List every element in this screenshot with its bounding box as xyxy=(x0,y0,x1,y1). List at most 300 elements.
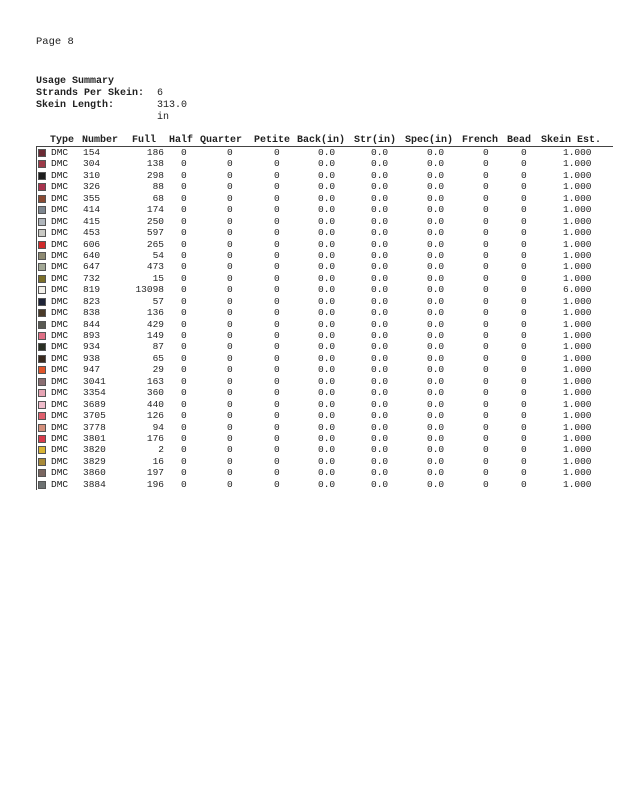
cell-quarter: 0 xyxy=(227,261,233,273)
cell-number: 453 xyxy=(83,227,101,239)
cell-bead: 0 xyxy=(521,330,527,341)
cell-type: DMC xyxy=(51,181,69,193)
cell-petite: 0 xyxy=(274,249,280,261)
cell-skein-est: 1.000 xyxy=(563,364,592,376)
cell-bead: 0 xyxy=(521,364,527,376)
cell-bead: 0 xyxy=(521,375,527,387)
cell-full: 149 xyxy=(146,330,164,341)
cell-back: 0.0 xyxy=(318,444,336,456)
cell-full: 87 xyxy=(152,341,164,353)
cell-str: 0.0 xyxy=(371,432,389,444)
table-row xyxy=(37,307,613,318)
cell-full: 16 xyxy=(152,455,164,467)
cell-skein-est: 1.000 xyxy=(563,318,592,330)
cell-number: 310 xyxy=(83,169,101,181)
color-swatch xyxy=(38,321,46,329)
cell-half: 0 xyxy=(181,432,187,444)
cell-type: DMC xyxy=(51,238,69,250)
cell-skein-est: 1.000 xyxy=(563,192,592,204)
cell-skein-est: 1.000 xyxy=(563,169,592,181)
color-swatch xyxy=(38,446,46,454)
cell-half: 0 xyxy=(181,272,187,284)
cell-type: DMC xyxy=(51,295,69,307)
cell-str: 0.0 xyxy=(371,284,389,296)
cell-full: 429 xyxy=(146,318,164,330)
cell-spec: 0.0 xyxy=(427,215,445,227)
table-row xyxy=(37,147,613,158)
cell-full: 54 xyxy=(152,249,164,261)
color-swatch xyxy=(38,275,46,283)
cell-number: 3689 xyxy=(83,398,106,410)
cell-bead: 0 xyxy=(521,467,527,479)
cell-bead: 0 xyxy=(521,307,527,319)
cell-quarter: 0 xyxy=(227,169,233,181)
header-type: Type xyxy=(50,135,75,146)
cell-petite: 0 xyxy=(274,227,280,239)
cell-back: 0.0 xyxy=(318,375,336,387)
cell-petite: 0 xyxy=(274,410,280,422)
cell-petite: 0 xyxy=(274,478,280,490)
table-row xyxy=(37,296,613,307)
cell-quarter: 0 xyxy=(227,330,233,341)
cell-spec: 0.0 xyxy=(427,467,445,479)
cell-back: 0.0 xyxy=(318,432,336,444)
header-full: Full xyxy=(132,135,157,146)
table-row xyxy=(37,181,613,192)
cell-french: 0 xyxy=(483,158,489,170)
header-quarter: Quarter xyxy=(200,135,243,146)
cell-type: DMC xyxy=(51,307,69,319)
cell-french: 0 xyxy=(483,238,489,250)
cell-skein-est: 1.000 xyxy=(563,147,592,158)
table-row xyxy=(37,216,613,227)
cell-str: 0.0 xyxy=(371,421,389,433)
cell-type: DMC xyxy=(51,375,69,387)
cell-skein-est: 1.000 xyxy=(563,455,592,467)
cell-bead: 0 xyxy=(521,272,527,284)
color-swatch xyxy=(38,218,46,226)
cell-petite: 0 xyxy=(274,169,280,181)
cell-str: 0.0 xyxy=(371,307,389,319)
cell-full: 298 xyxy=(146,169,164,181)
cell-type: DMC xyxy=(51,421,69,433)
cell-petite: 0 xyxy=(274,364,280,376)
header-half: Half xyxy=(169,135,194,146)
usage-table xyxy=(36,135,612,490)
cell-skein-est: 1.000 xyxy=(563,467,592,479)
cell-type: DMC xyxy=(51,467,69,479)
cell-french: 0 xyxy=(483,169,489,181)
cell-type: DMC xyxy=(51,272,69,284)
cell-petite: 0 xyxy=(274,444,280,456)
cell-french: 0 xyxy=(483,249,489,261)
cell-back: 0.0 xyxy=(318,295,336,307)
cell-bead: 0 xyxy=(521,147,527,158)
color-swatch xyxy=(38,172,46,180)
cell-number: 355 xyxy=(83,192,101,204)
cell-spec: 0.0 xyxy=(427,295,445,307)
cell-petite: 0 xyxy=(274,192,280,204)
cell-half: 0 xyxy=(181,204,187,216)
cell-full: 597 xyxy=(146,227,164,239)
color-swatch xyxy=(38,298,46,306)
cell-skein-est: 1.000 xyxy=(563,432,592,444)
cell-number: 3778 xyxy=(83,421,106,433)
cell-quarter: 0 xyxy=(227,158,233,170)
cell-quarter: 0 xyxy=(227,238,233,250)
cell-back: 0.0 xyxy=(318,467,336,479)
table-row xyxy=(37,456,613,467)
color-swatch xyxy=(38,229,46,237)
cell-type: DMC xyxy=(51,261,69,273)
cell-french: 0 xyxy=(483,227,489,239)
cell-bead: 0 xyxy=(521,192,527,204)
cell-quarter: 0 xyxy=(227,387,233,399)
cell-skein-est: 1.000 xyxy=(563,398,592,410)
summary-title: Usage Summary xyxy=(36,76,115,87)
cell-full: 68 xyxy=(152,192,164,204)
cell-half: 0 xyxy=(181,375,187,387)
cell-skein-est: 1.000 xyxy=(563,352,592,364)
cell-type: DMC xyxy=(51,455,69,467)
cell-french: 0 xyxy=(483,307,489,319)
cell-french: 0 xyxy=(483,444,489,456)
cell-skein-est: 1.000 xyxy=(563,181,592,193)
cell-quarter: 0 xyxy=(227,249,233,261)
cell-skein-est: 1.000 xyxy=(563,215,592,227)
cell-petite: 0 xyxy=(274,215,280,227)
cell-half: 0 xyxy=(181,181,187,193)
cell-str: 0.0 xyxy=(371,352,389,364)
cell-french: 0 xyxy=(483,432,489,444)
cell-french: 0 xyxy=(483,330,489,341)
color-swatch xyxy=(38,378,46,386)
cell-bead: 0 xyxy=(521,352,527,364)
cell-bead: 0 xyxy=(521,410,527,422)
cell-full: 360 xyxy=(146,387,164,399)
color-swatch xyxy=(38,435,46,443)
cell-petite: 0 xyxy=(274,432,280,444)
cell-spec: 0.0 xyxy=(427,387,445,399)
cell-half: 0 xyxy=(181,330,187,341)
cell-type: DMC xyxy=(51,249,69,261)
table-row xyxy=(37,387,613,398)
cell-number: 3354 xyxy=(83,387,106,399)
cell-spec: 0.0 xyxy=(427,181,445,193)
cell-back: 0.0 xyxy=(318,238,336,250)
cell-bead: 0 xyxy=(521,215,527,227)
cell-full: 13098 xyxy=(135,284,164,296)
cell-back: 0.0 xyxy=(318,147,336,158)
cell-full: 136 xyxy=(146,307,164,319)
cell-full: 163 xyxy=(146,375,164,387)
header-spec: Spec(in) xyxy=(405,135,454,146)
cell-type: DMC xyxy=(51,215,69,227)
color-swatch xyxy=(38,343,46,351)
cell-back: 0.0 xyxy=(318,478,336,490)
cell-type: DMC xyxy=(51,341,69,353)
color-swatch xyxy=(38,332,46,340)
cell-half: 0 xyxy=(181,158,187,170)
cell-skein-est: 1.000 xyxy=(563,261,592,273)
cell-str: 0.0 xyxy=(371,444,389,456)
cell-full: 440 xyxy=(146,398,164,410)
cell-half: 0 xyxy=(181,467,187,479)
cell-quarter: 0 xyxy=(227,284,233,296)
color-swatch xyxy=(38,241,46,249)
cell-bead: 0 xyxy=(521,158,527,170)
cell-back: 0.0 xyxy=(318,318,336,330)
cell-full: 176 xyxy=(146,432,164,444)
cell-type: DMC xyxy=(51,352,69,364)
table-row xyxy=(37,467,613,478)
cell-spec: 0.0 xyxy=(427,272,445,284)
table-row xyxy=(37,422,613,433)
cell-bead: 0 xyxy=(521,169,527,181)
cell-french: 0 xyxy=(483,215,489,227)
cell-french: 0 xyxy=(483,352,489,364)
cell-bead: 0 xyxy=(521,478,527,490)
cell-number: 3820 xyxy=(83,444,106,456)
cell-number: 3860 xyxy=(83,467,106,479)
cell-petite: 0 xyxy=(274,284,280,296)
table-row xyxy=(37,250,613,261)
cell-spec: 0.0 xyxy=(427,261,445,273)
cell-petite: 0 xyxy=(274,467,280,479)
cell-french: 0 xyxy=(483,421,489,433)
cell-back: 0.0 xyxy=(318,215,336,227)
cell-full: 196 xyxy=(146,478,164,490)
cell-full: 265 xyxy=(146,238,164,250)
table-row xyxy=(37,376,613,387)
cell-number: 823 xyxy=(83,295,101,307)
cell-french: 0 xyxy=(483,284,489,296)
cell-quarter: 0 xyxy=(227,410,233,422)
cell-half: 0 xyxy=(181,307,187,319)
cell-quarter: 0 xyxy=(227,375,233,387)
cell-type: DMC xyxy=(51,284,69,296)
cell-type: DMC xyxy=(51,227,69,239)
cell-str: 0.0 xyxy=(371,272,389,284)
table-row xyxy=(37,433,613,444)
cell-full: 57 xyxy=(152,295,164,307)
cell-back: 0.0 xyxy=(318,364,336,376)
cell-type: DMC xyxy=(51,204,69,216)
cell-type: DMC xyxy=(51,398,69,410)
cell-type: DMC xyxy=(51,364,69,376)
cell-str: 0.0 xyxy=(371,204,389,216)
cell-quarter: 0 xyxy=(227,341,233,353)
cell-quarter: 0 xyxy=(227,318,233,330)
cell-type: DMC xyxy=(51,147,69,158)
cell-bead: 0 xyxy=(521,238,527,250)
cell-number: 3884 xyxy=(83,478,106,490)
cell-spec: 0.0 xyxy=(427,238,445,250)
cell-french: 0 xyxy=(483,272,489,284)
color-swatch xyxy=(38,481,46,489)
cell-skein-est: 1.000 xyxy=(563,307,592,319)
cell-petite: 0 xyxy=(274,158,280,170)
cell-half: 0 xyxy=(181,318,187,330)
cell-petite: 0 xyxy=(274,398,280,410)
header-bead: Bead xyxy=(507,135,532,146)
cell-bead: 0 xyxy=(521,295,527,307)
usage-summary xyxy=(36,76,188,123)
cell-bead: 0 xyxy=(521,181,527,193)
cell-full: 88 xyxy=(152,181,164,193)
cell-half: 0 xyxy=(181,249,187,261)
cell-half: 0 xyxy=(181,455,187,467)
cell-half: 0 xyxy=(181,215,187,227)
cell-half: 0 xyxy=(181,238,187,250)
color-swatch xyxy=(38,206,46,214)
cell-str: 0.0 xyxy=(371,318,389,330)
header-number: Number xyxy=(82,135,119,146)
cell-half: 0 xyxy=(181,352,187,364)
table-row xyxy=(37,399,613,410)
cell-spec: 0.0 xyxy=(427,478,445,490)
cell-half: 0 xyxy=(181,169,187,181)
cell-number: 304 xyxy=(83,158,101,170)
cell-spec: 0.0 xyxy=(427,227,445,239)
cell-full: 138 xyxy=(146,158,164,170)
cell-back: 0.0 xyxy=(318,341,336,353)
cell-half: 0 xyxy=(181,227,187,239)
cell-number: 819 xyxy=(83,284,101,296)
strands-per-skein-value: 6 xyxy=(157,88,164,99)
cell-skein-est: 1.000 xyxy=(563,478,592,490)
cell-spec: 0.0 xyxy=(427,330,445,341)
cell-full: 250 xyxy=(146,215,164,227)
cell-french: 0 xyxy=(483,398,489,410)
cell-petite: 0 xyxy=(274,387,280,399)
cell-back: 0.0 xyxy=(318,352,336,364)
skein-length-value: 313.0 in xyxy=(157,100,188,123)
cell-petite: 0 xyxy=(274,341,280,353)
strands-per-skein-label: Strands Per Skein: xyxy=(36,88,145,99)
cell-number: 938 xyxy=(83,352,101,364)
cell-skein-est: 1.000 xyxy=(563,341,592,353)
cell-skein-est: 1.000 xyxy=(563,204,592,216)
cell-back: 0.0 xyxy=(318,169,336,181)
cell-quarter: 0 xyxy=(227,352,233,364)
cell-skein-est: 1.000 xyxy=(563,330,592,341)
cell-type: DMC xyxy=(51,410,69,422)
cell-skein-est: 1.000 xyxy=(563,421,592,433)
table-row xyxy=(37,353,613,364)
cell-spec: 0.0 xyxy=(427,147,445,158)
cell-quarter: 0 xyxy=(227,364,233,376)
cell-petite: 0 xyxy=(274,455,280,467)
cell-str: 0.0 xyxy=(371,387,389,399)
color-swatch xyxy=(38,263,46,271)
color-swatch xyxy=(38,458,46,466)
table-row xyxy=(37,444,613,455)
cell-back: 0.0 xyxy=(318,455,336,467)
cell-petite: 0 xyxy=(274,421,280,433)
cell-french: 0 xyxy=(483,375,489,387)
color-swatch xyxy=(38,389,46,397)
table-row xyxy=(37,261,613,272)
cell-back: 0.0 xyxy=(318,398,336,410)
cell-spec: 0.0 xyxy=(427,318,445,330)
cell-str: 0.0 xyxy=(371,169,389,181)
cell-spec: 0.0 xyxy=(427,341,445,353)
color-swatch xyxy=(38,355,46,363)
cell-skein-est: 1.000 xyxy=(563,444,592,456)
header-str: Str(in) xyxy=(354,135,397,146)
table-row xyxy=(37,410,613,421)
cell-skein-est: 1.000 xyxy=(563,295,592,307)
cell-half: 0 xyxy=(181,147,187,158)
header-skein-est: Skein Est. xyxy=(541,135,602,146)
table-row xyxy=(37,364,613,375)
cell-spec: 0.0 xyxy=(427,192,445,204)
cell-half: 0 xyxy=(181,387,187,399)
color-swatch xyxy=(38,286,46,294)
cell-back: 0.0 xyxy=(318,284,336,296)
cell-spec: 0.0 xyxy=(427,169,445,181)
cell-str: 0.0 xyxy=(371,455,389,467)
cell-str: 0.0 xyxy=(371,341,389,353)
cell-spec: 0.0 xyxy=(427,375,445,387)
cell-half: 0 xyxy=(181,478,187,490)
cell-french: 0 xyxy=(483,387,489,399)
cell-spec: 0.0 xyxy=(427,432,445,444)
cell-back: 0.0 xyxy=(318,204,336,216)
cell-skein-est: 1.000 xyxy=(563,387,592,399)
cell-spec: 0.0 xyxy=(427,158,445,170)
cell-french: 0 xyxy=(483,410,489,422)
cell-spec: 0.0 xyxy=(427,410,445,422)
cell-spec: 0.0 xyxy=(427,398,445,410)
cell-quarter: 0 xyxy=(227,307,233,319)
cell-bead: 0 xyxy=(521,227,527,239)
cell-quarter: 0 xyxy=(227,181,233,193)
cell-back: 0.0 xyxy=(318,192,336,204)
cell-skein-est: 1.000 xyxy=(563,227,592,239)
table-row xyxy=(37,479,613,490)
cell-back: 0.0 xyxy=(318,307,336,319)
cell-petite: 0 xyxy=(274,295,280,307)
cell-full: 186 xyxy=(146,147,164,158)
cell-number: 893 xyxy=(83,330,101,341)
cell-bead: 0 xyxy=(521,249,527,261)
cell-half: 0 xyxy=(181,341,187,353)
cell-str: 0.0 xyxy=(371,364,389,376)
cell-type: DMC xyxy=(51,169,69,181)
table-row xyxy=(37,193,613,204)
page-number: Page 8 xyxy=(36,36,74,48)
cell-half: 0 xyxy=(181,295,187,307)
cell-type: DMC xyxy=(51,478,69,490)
cell-petite: 0 xyxy=(274,307,280,319)
cell-back: 0.0 xyxy=(318,330,336,341)
cell-type: DMC xyxy=(51,192,69,204)
cell-petite: 0 xyxy=(274,204,280,216)
cell-quarter: 0 xyxy=(227,147,233,158)
cell-quarter: 0 xyxy=(227,444,233,456)
cell-bead: 0 xyxy=(521,284,527,296)
cell-number: 3829 xyxy=(83,455,106,467)
cell-bead: 0 xyxy=(521,261,527,273)
color-swatch xyxy=(38,412,46,420)
cell-full: 473 xyxy=(146,261,164,273)
cell-str: 0.0 xyxy=(371,295,389,307)
cell-quarter: 0 xyxy=(227,192,233,204)
table-row xyxy=(37,284,613,295)
cell-bead: 0 xyxy=(521,421,527,433)
